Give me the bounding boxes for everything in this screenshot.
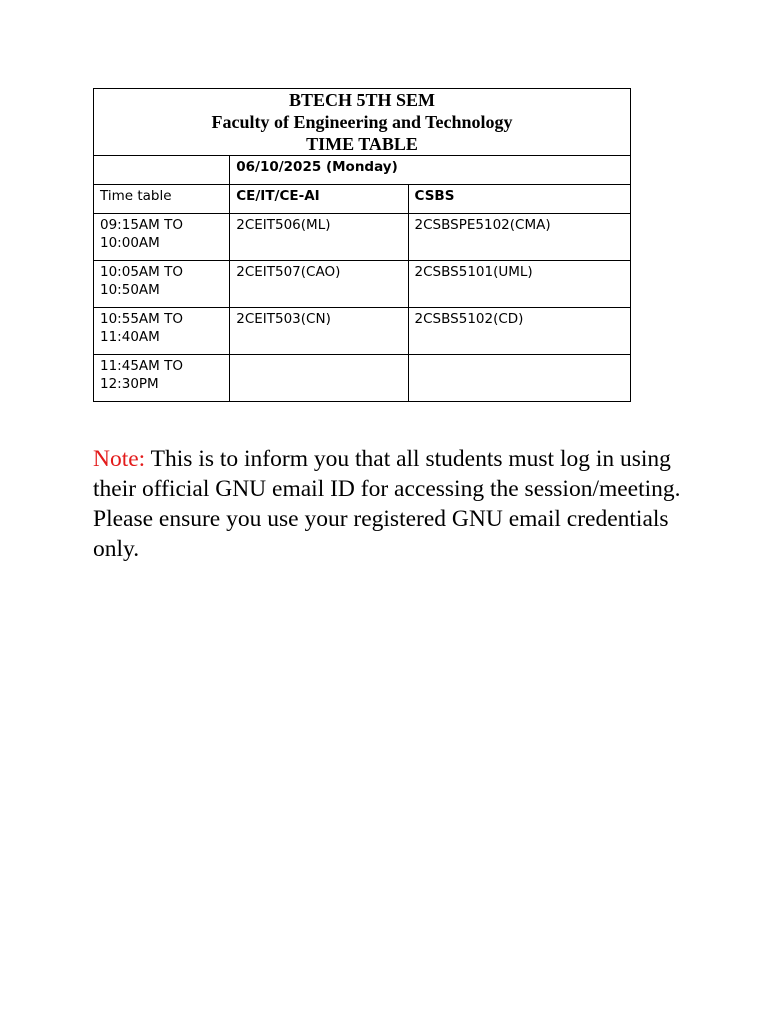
note-label: Note:	[93, 445, 146, 472]
subject-csbs: 2CSBSPE5102(CMA)	[408, 214, 630, 261]
program-title: BTECH 5TH SEM	[288, 90, 436, 110]
subject-ce-it: 2CEIT506(ML)	[230, 214, 408, 261]
time-slot-start: 11:45AM TO	[100, 358, 183, 374]
column-header-csbs: CSBS	[408, 185, 630, 214]
subject-csbs: 2CSBS5102(CD)	[408, 308, 630, 355]
note-paragraph	[93, 444, 693, 564]
time-slot-end: 10:50AM	[100, 282, 160, 298]
subject-csbs	[408, 355, 630, 402]
timetable-title-row	[94, 89, 631, 156]
timetable	[93, 88, 631, 402]
timetable-heading: TIME TABLE	[306, 134, 418, 154]
table-row	[94, 261, 631, 308]
time-slot-start: 09:15AM TO	[100, 217, 183, 233]
column-header-ce-it: CE/IT/CE-AI	[230, 185, 408, 214]
time-slot-cell	[94, 261, 230, 308]
time-slot-start: 10:55AM TO	[100, 311, 183, 327]
subject-ce-it: 2CEIT503(CN)	[230, 308, 408, 355]
time-slot-cell	[94, 355, 230, 402]
time-slot-start: 10:05AM TO	[100, 264, 183, 280]
table-row	[94, 308, 631, 355]
date-row-empty-cell	[94, 156, 230, 185]
time-slot-cell	[94, 214, 230, 261]
date-label: 06/10/2025 (Monday)	[230, 156, 631, 185]
table-row	[94, 355, 631, 402]
time-slot-end: 12:30PM	[100, 376, 159, 392]
column-header-row	[94, 185, 631, 214]
time-slot-end: 11:40AM	[100, 329, 160, 345]
subject-ce-it: 2CEIT507(CAO)	[230, 261, 408, 308]
date-row	[94, 156, 631, 185]
time-slot-end: 10:00AM	[100, 235, 160, 251]
subject-ce-it	[230, 355, 408, 402]
time-slot-cell	[94, 308, 230, 355]
table-row	[94, 214, 631, 261]
faculty-title: Faculty of Engineering and Technology	[211, 112, 513, 132]
subject-csbs: 2CSBS5101(UML)	[408, 261, 630, 308]
column-header-time: Time table	[94, 185, 230, 214]
timetable-title-cell	[94, 89, 631, 156]
note-text: This is to inform you that all students must log in using their official GNU email ID for accessing the session/meeting. Please ensure you use your registered GNU email credentials only.	[93, 445, 681, 562]
